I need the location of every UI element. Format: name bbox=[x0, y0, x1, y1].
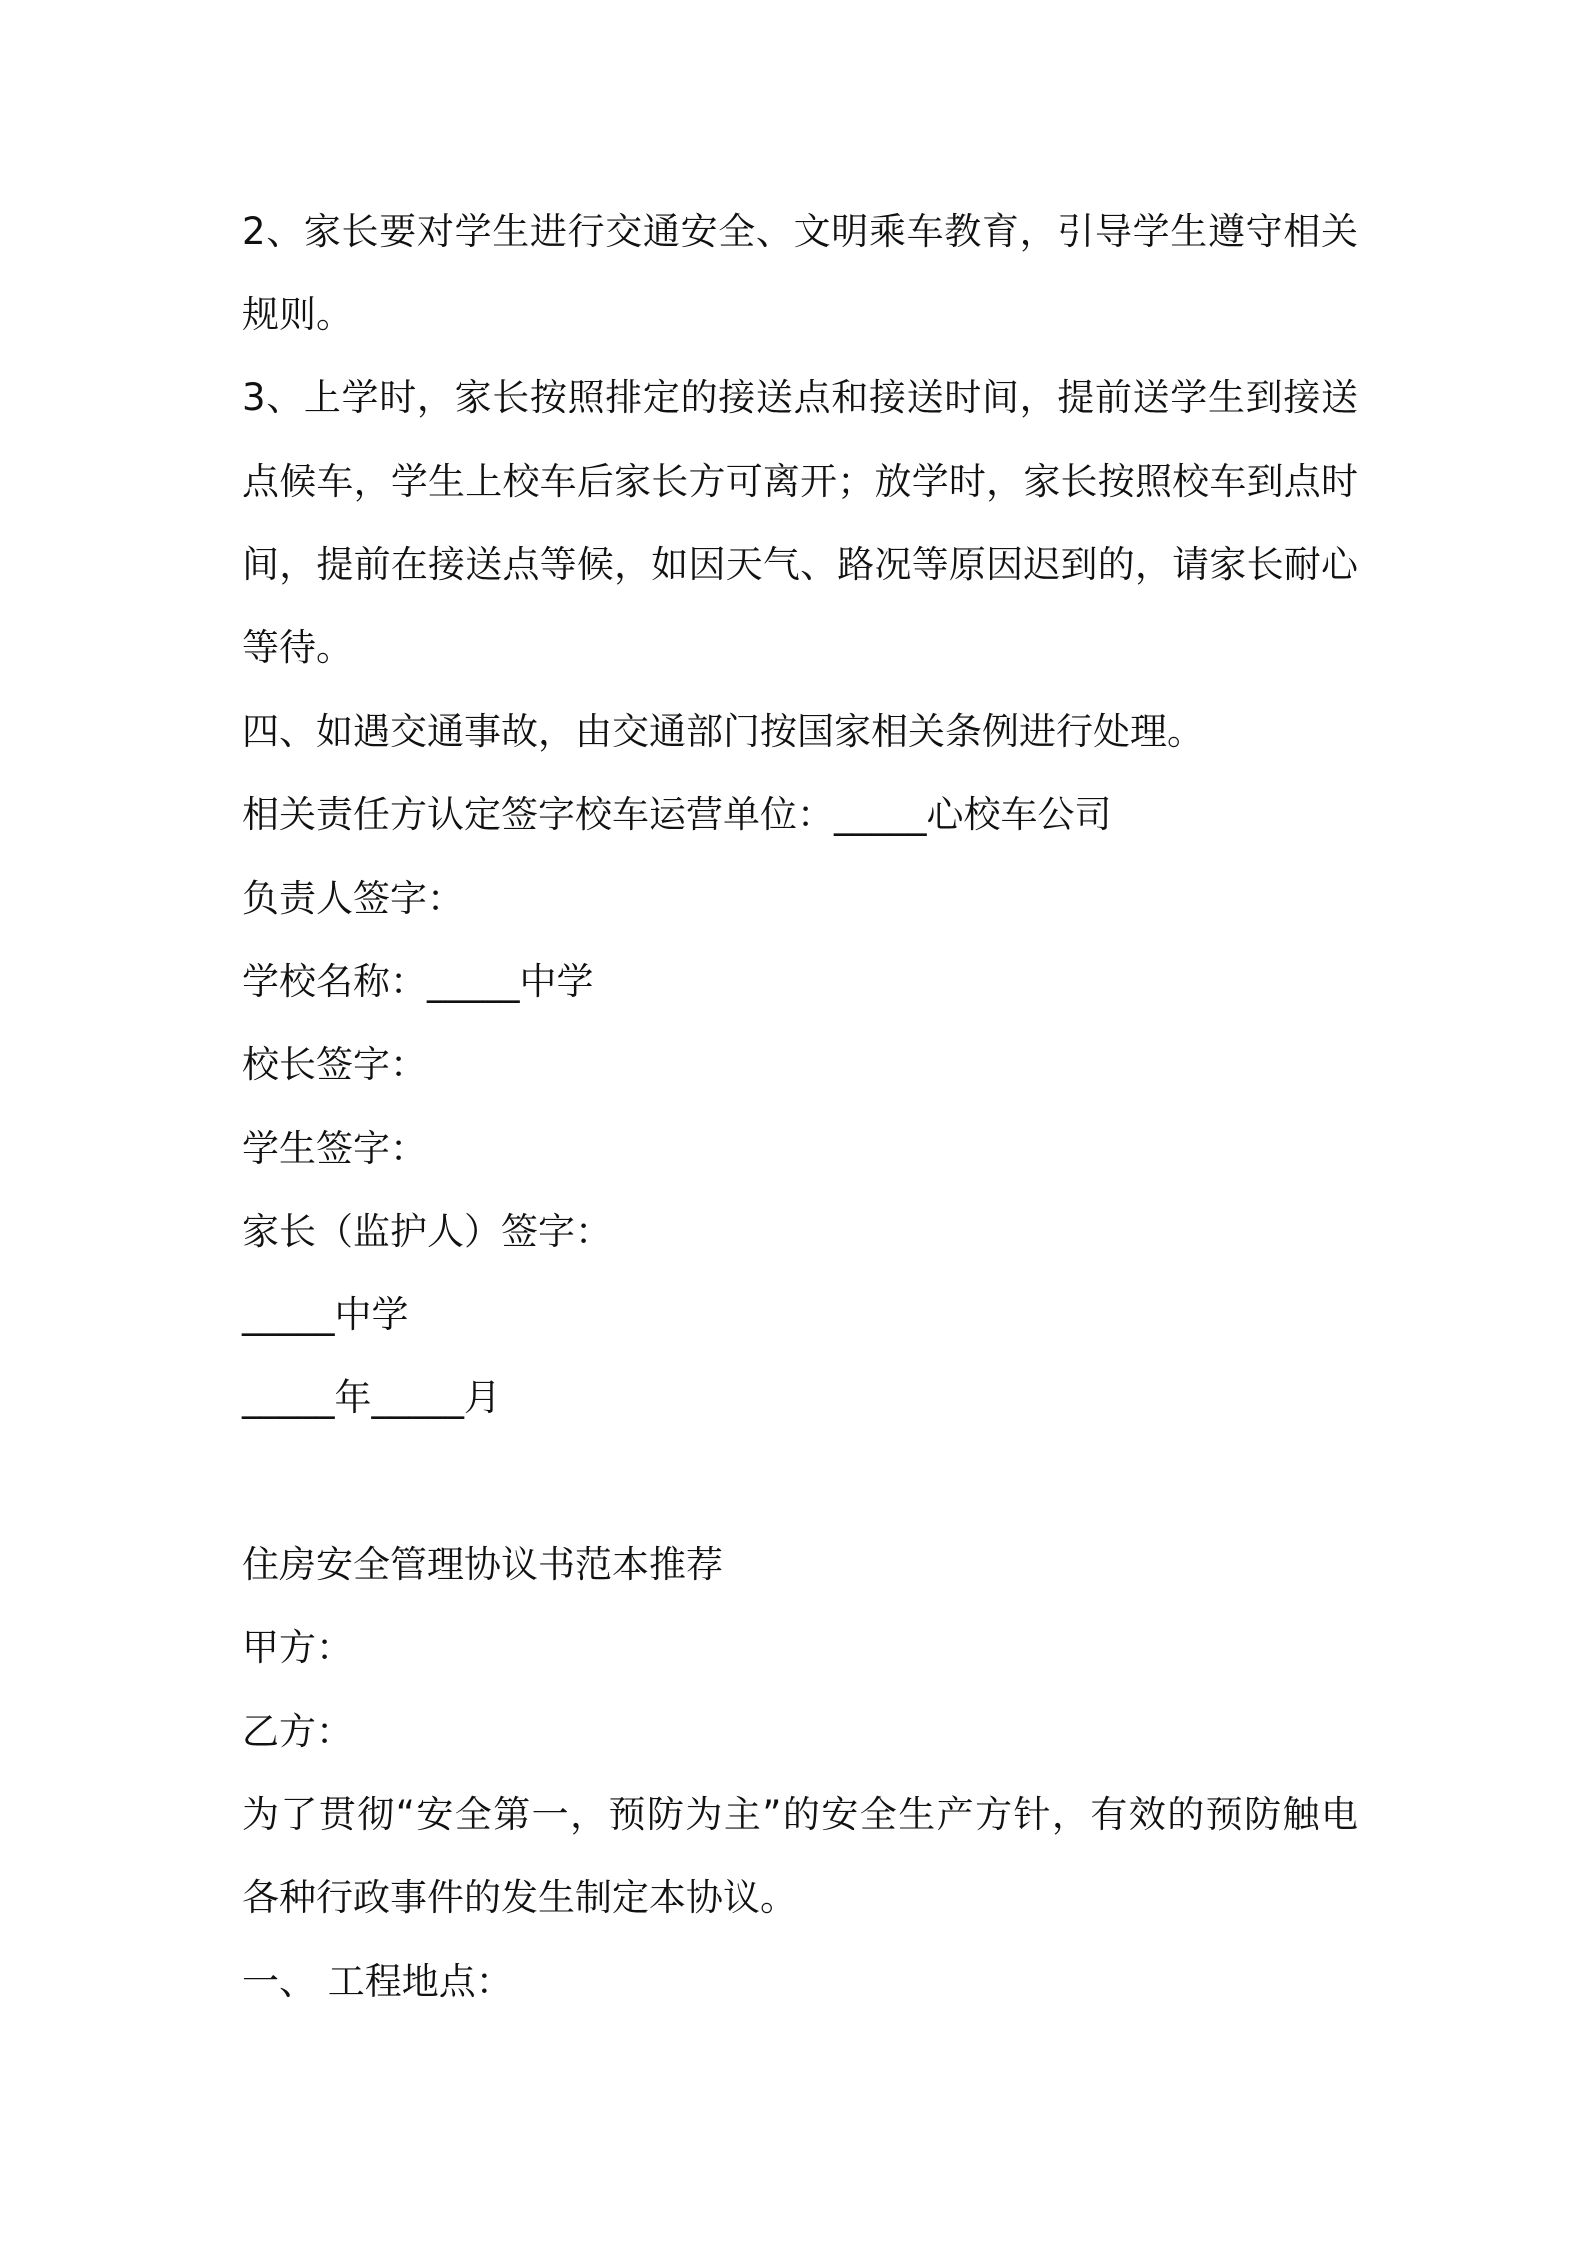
paragraph-line: 3、上学时，家长按照排定的接送点和接送时间，提前送学生到接送 bbox=[242, 376, 1358, 419]
party-b-line: 乙方： bbox=[242, 1710, 353, 1753]
date-line: _____年_____月 bbox=[242, 1376, 501, 1419]
signature-line: 负责人签字： bbox=[242, 877, 464, 920]
signature-line: 相关责任方认定签字校车运营单位：_____心校车公司 bbox=[242, 793, 1112, 836]
paragraph-line: 各种行政事件的发生制定本协议。 bbox=[242, 1876, 797, 1919]
paragraph-line: 规则。 bbox=[242, 293, 353, 336]
signature-line: 学校名称：_____中学 bbox=[242, 960, 594, 1003]
paragraph-line: 间，提前在接送点等候，如因天气、路况等原因迟到的，请家长耐心 bbox=[242, 543, 1358, 586]
section-title: 住房安全管理协议书范本推荐 bbox=[242, 1543, 723, 1586]
signature-line: 家长（监护人）签字： bbox=[242, 1210, 612, 1253]
party-a-line: 甲方： bbox=[242, 1626, 353, 1669]
paragraph-line: 点候车，学生上校车后家长方可离开；放学时，家长按照校车到点时 bbox=[242, 460, 1358, 503]
paragraph-line: 2、家长要对学生进行交通安全、文明乘车教育，引导学生遵守相关 bbox=[242, 210, 1358, 253]
paragraph-line: 四、如遇交通事故，由交通部门按国家相关条例进行处理。 bbox=[242, 710, 1204, 753]
paragraph-line: 等待。 bbox=[242, 626, 353, 669]
clause-heading: 一、 工程地点： bbox=[242, 1960, 513, 2003]
signature-line: _____中学 bbox=[242, 1293, 409, 1336]
signature-line: 校长签字： bbox=[242, 1043, 427, 1086]
signature-line: 学生签字： bbox=[242, 1127, 427, 1170]
paragraph-line: 为了贯彻“安全第一，预防为主”的安全生产方针，有效的预防触电 bbox=[242, 1793, 1358, 1836]
